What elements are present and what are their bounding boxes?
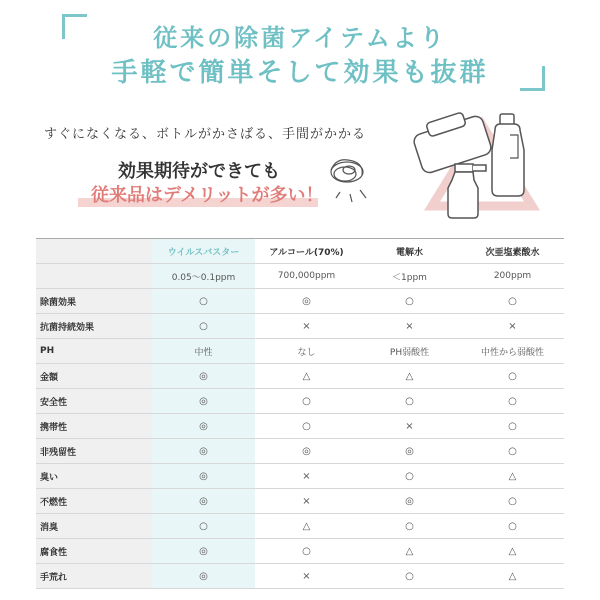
table-cell: ○: [358, 464, 461, 489]
table-row: [36, 314, 564, 339]
table-cell: ◎: [255, 439, 358, 464]
table-cell: ◎: [152, 414, 255, 439]
table-cell: ○: [461, 489, 564, 514]
effect-line1: 効果期待ができても: [118, 161, 280, 182]
table-cell: ◎: [152, 439, 255, 464]
table-row: [36, 489, 564, 514]
table-cell: ○: [152, 314, 255, 339]
table-cell: ×: [358, 414, 461, 439]
row-label: 携帯性: [36, 414, 152, 439]
table-row: [36, 564, 564, 589]
row-label: 非残留性: [36, 439, 152, 464]
table-cell: △: [358, 539, 461, 564]
table-cell: ○: [461, 364, 564, 389]
table-cell: ×: [255, 564, 358, 589]
table-cell: ○: [255, 539, 358, 564]
table-cell: ◎: [152, 464, 255, 489]
table-cell: ○: [255, 389, 358, 414]
table-cell: ◎: [358, 489, 461, 514]
table-cell: PH弱酸性: [358, 339, 461, 364]
table-row: [36, 389, 564, 414]
table-cell: ◎: [358, 439, 461, 464]
row-label: [36, 264, 152, 289]
table-cell: ○: [255, 414, 358, 439]
table-cell: ×: [255, 489, 358, 514]
row-label: 手荒れ: [36, 564, 152, 589]
effect-line2: 従来品はデメリットが多い！: [91, 185, 324, 206]
table-cell: ○: [461, 439, 564, 464]
table-row: [36, 364, 564, 389]
table-cell: △: [255, 364, 358, 389]
headline-line2: 手軽で簡単そして効果も抜群: [111, 58, 489, 88]
table-cell: ◎: [152, 564, 255, 589]
table-row: [36, 289, 564, 314]
problem-text: すぐになくなる、ボトルがかさばる、手間がかかる: [44, 127, 367, 142]
table-cell: ○: [358, 389, 461, 414]
table-cell: 中性: [152, 339, 255, 364]
table-cell: ○: [358, 289, 461, 314]
table-cell: 200ppm: [461, 264, 564, 289]
table-row: [36, 514, 564, 539]
row-label: 安全性: [36, 389, 152, 414]
table-cell: ○: [358, 564, 461, 589]
concentration-row: [36, 264, 564, 289]
table-cell: △: [255, 514, 358, 539]
comparison-table: [36, 238, 564, 589]
table-cell: ◎: [152, 539, 255, 564]
row-label: 抗菌持続効果: [36, 314, 152, 339]
row-label: 腐食性: [36, 539, 152, 564]
table-cell: ×: [255, 464, 358, 489]
table-corner: [36, 239, 152, 264]
table-cell: ○: [461, 389, 564, 414]
table-cell: ○: [358, 514, 461, 539]
table-cell: ×: [255, 314, 358, 339]
row-label: 臭い: [36, 464, 152, 489]
table-cell: ○: [461, 514, 564, 539]
col-header-electrolyzed-water: 電解水: [358, 239, 461, 264]
row-label: PH: [36, 339, 152, 364]
col-header-alcohol: アルコール(70%): [255, 239, 358, 264]
table-cell: ○: [461, 289, 564, 314]
table-cell: △: [461, 539, 564, 564]
table-row: [36, 539, 564, 564]
table-row: [36, 339, 564, 364]
frustration-scribble-icon: [331, 160, 366, 202]
table-cell: ＜1ppm: [358, 264, 461, 289]
col-header-virus-buster: ウイルスバスター: [152, 239, 255, 264]
row-label: 消臭: [36, 514, 152, 539]
table-row: [36, 414, 564, 439]
table-cell: ◎: [152, 489, 255, 514]
table-cell: ◎: [152, 389, 255, 414]
table-cell: △: [461, 564, 564, 589]
table-cell: ○: [152, 289, 255, 314]
table-cell: ◎: [255, 289, 358, 314]
table-row: [36, 464, 564, 489]
table-cell: 中性から弱酸性: [461, 339, 564, 364]
table-cell: ◎: [152, 364, 255, 389]
table-cell: ○: [461, 414, 564, 439]
table-cell: △: [461, 464, 564, 489]
table-cell: △: [358, 364, 461, 389]
detergent-bottle-icon: [492, 114, 524, 196]
table-cell: ○: [152, 514, 255, 539]
row-label: 金額: [36, 364, 152, 389]
table-cell: ×: [461, 314, 564, 339]
table-row: [36, 439, 564, 464]
headline-line1: 従来の除菌アイテムより: [153, 24, 447, 52]
row-label: 除菌効果: [36, 289, 152, 314]
table-cell: 0.05〜0.1ppm: [152, 264, 255, 289]
table-cell: ×: [358, 314, 461, 339]
table-cell: なし: [255, 339, 358, 364]
row-label: 不燃性: [36, 489, 152, 514]
col-header-hypochlorous: 次亜塩素酸水: [461, 239, 564, 264]
table-cell: 700,000ppm: [255, 264, 358, 289]
